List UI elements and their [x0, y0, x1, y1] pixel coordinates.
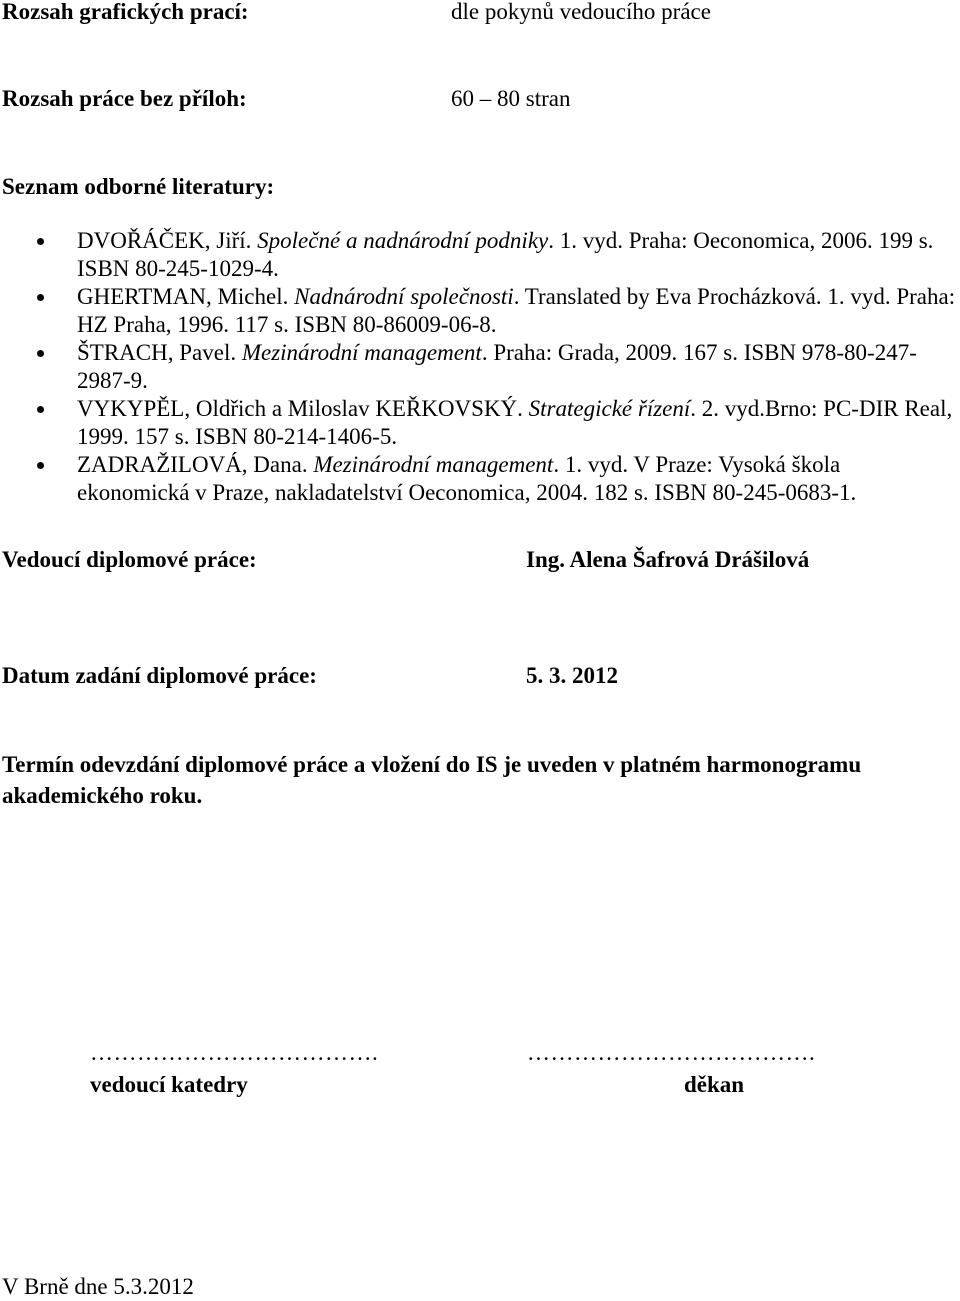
- literature-item-title: Nadnárodní společnosti: [294, 284, 514, 309]
- literature-item: [0, 395, 960, 451]
- literature-item-author: VYKYPĚL, Oldřich a Miloslav KEŘKOVSKÝ.: [77, 396, 529, 421]
- work-scope-value: 60 – 80 stran: [451, 86, 571, 111]
- bullet-icon: [37, 294, 44, 301]
- literature-item-author: ZADRAŽILOVÁ, Dana.: [77, 452, 314, 477]
- bullet-icon: [37, 462, 44, 469]
- literature-item-author: GHERTMAN, Michel.: [77, 284, 295, 309]
- supervisor-name: Ing. Alena Šafrová Drášilová: [526, 547, 810, 572]
- literature-item-details: . Translated by Eva Procházková. 1. vyd. Praha: HZ Praha, 1996. 117 s. ISBN 80-86009-06-8.: [77, 284, 956, 337]
- assignment-date-label: Datum zadání diplomové práce:: [2, 663, 317, 688]
- signature-line-left: ……………………………….: [90, 1040, 379, 1065]
- bullet-icon: [37, 350, 44, 357]
- literature-item-details: . 1. vyd. V Praze: Vysoká škola ekonomická v Praze, nakladatelství Oeconomica, 2004. 182 s. ISBN 80-245-0683-1.: [77, 452, 857, 505]
- literature-item-title: Mezinárodní management: [241, 340, 482, 365]
- literature-item-author: DVOŘÁČEK, Jiří.: [77, 228, 258, 253]
- deadline-note: Termín odevzdání diplomové práce a vložení do IS je uveden v platném harmonogramu akademického roku.: [2, 752, 862, 808]
- place-and-date: V Brně dne 5.3.2012: [2, 1274, 194, 1299]
- literature-item-title: Mezinárodní management: [313, 452, 554, 477]
- literature-item: [0, 339, 960, 395]
- assignment-date-value: 5. 3. 2012: [526, 663, 618, 688]
- literature-heading: Seznam odborné literatury:: [2, 174, 275, 199]
- literature-item: [0, 283, 960, 339]
- literature-list: [0, 227, 960, 507]
- bullet-icon: [37, 238, 44, 245]
- literature-item-details: . 1. vyd. Praha: Oeconomica, 2006. 199 s. ISBN 80-245-1029-4.: [77, 228, 934, 281]
- literature-item-details: . 2. vyd.Brno: PC-DIR Real, 1999. 157 s. ISBN 80-214-1406-5.: [77, 396, 953, 449]
- bullet-icon: [37, 406, 44, 413]
- literature-item: [0, 451, 960, 507]
- literature-item-details: . Praha: Grada, 2009. 167 s. ISBN 978-80-247-2987-9.: [77, 340, 917, 393]
- signature-role-head-of-department: vedoucí katedry: [90, 1072, 248, 1097]
- graphics-scope-label: Rozsah grafických prací:: [2, 0, 249, 24]
- literature-item-author: ŠTRACH, Pavel.: [77, 340, 242, 365]
- literature-item-title: Společné a nadnárodní podniky: [257, 228, 549, 253]
- literature-item: [0, 227, 960, 283]
- supervisor-label: Vedoucí diplomové práce:: [2, 547, 257, 572]
- signature-role-dean: děkan: [684, 1072, 745, 1097]
- literature-item-title: Strategické řízení: [528, 396, 691, 421]
- work-scope-label: Rozsah práce bez příloh:: [2, 86, 247, 111]
- signature-line-right: ……………………………….: [527, 1040, 816, 1065]
- graphics-scope-value: dle pokynů vedoucího práce: [451, 0, 711, 24]
